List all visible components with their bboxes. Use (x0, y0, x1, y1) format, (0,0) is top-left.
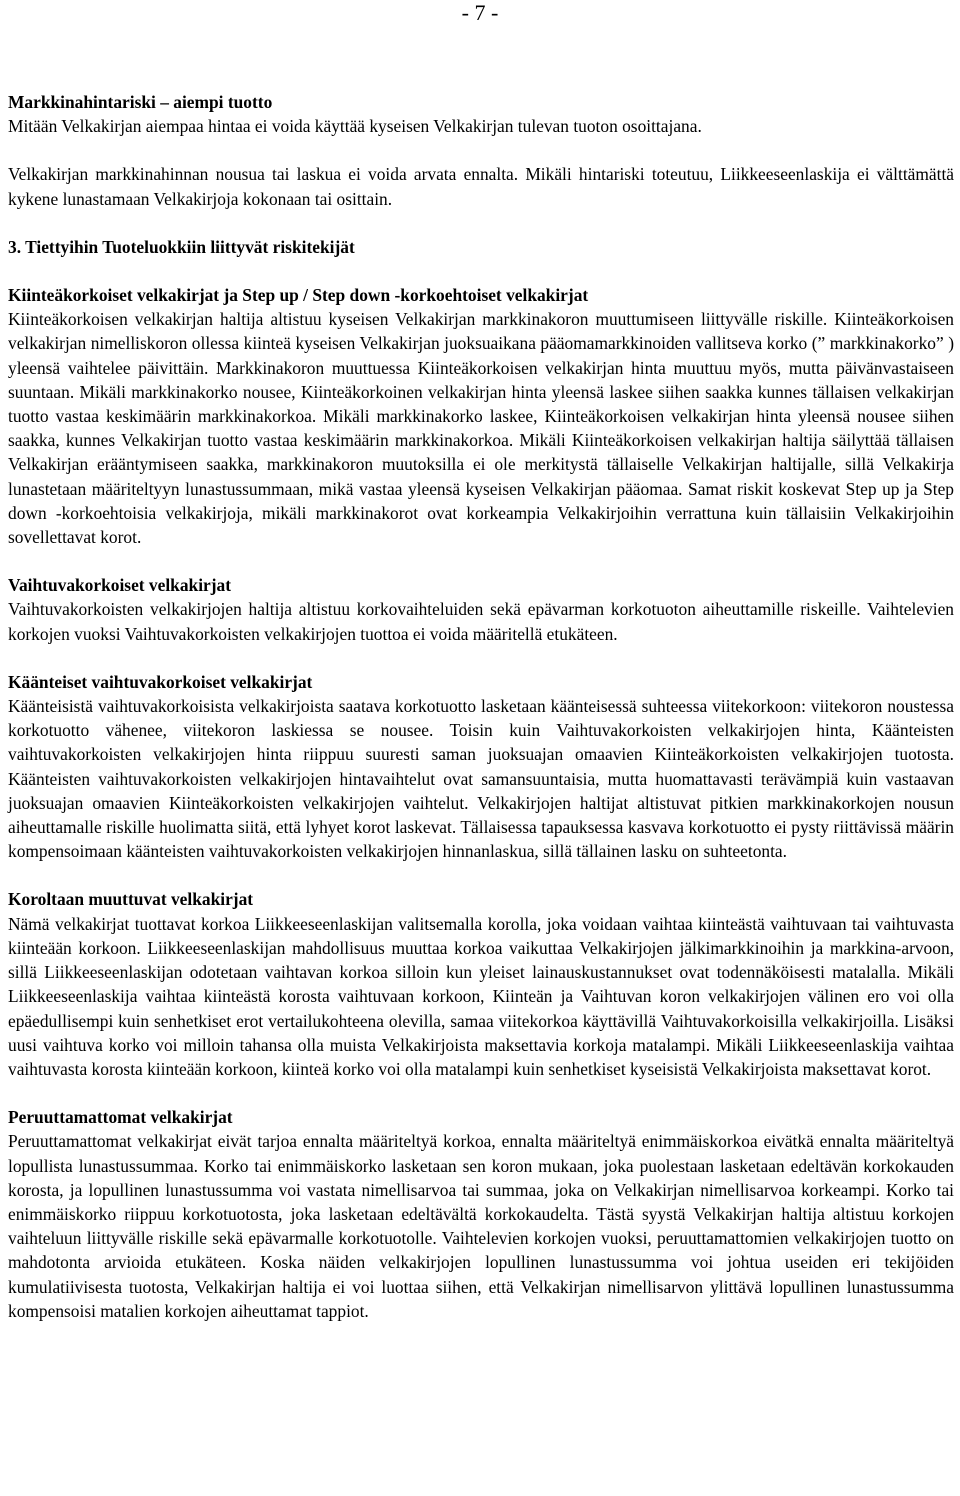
section-paragraph: Käänteisistä vaihtuvakorkoisista velkakirjoista saatava korkotuotto lasketaan käänteisessä suhteessa viitekorkoon: viitekoron noustessa korkotuotto vähenee, viitekoron laskiessa se nousee. Toisin kuin Vaihtuvakorkoisten velkakirjojen hinta, Käänteisten vaihtuvakorkoisten velkakirjojen hinta riippuu suuresti saman juoksuajan omaavien Kiinteäkorkoisten velkakirjojen tuotosta. Käänteisten vaihtuvakorkoisten velkakirjojen hintavaihtelut ovat samansuuntaisia, mutta huomattavasti terävämpiä kuin vastaavan juoksuajan omaavien Kiinteäkorkoisten velkakirjojen vaihtelut. Velkakirjojen haltijat altistuvat pitkien markkinakorkojen nousun aiheuttamalle riskille huolimatta siitä, että lyhyet korot laskevat. Tällaisessa tapauksessa kasvava korkotuotto ei pysty riittävissä määrin kompensoimaan käänteisten vaihtuvakorkoisten velkakirjojen hinnanlaskua, sillä tällainen lasku on suhteetonta. (8, 696, 954, 862)
page-number: - 7 - (461, 0, 499, 25)
section-heading: Käänteiset vaihtuvakorkoiset velkakirjat (8, 671, 313, 692)
document-body (8, 90, 954, 1347)
section-heading: Peruuttamattomat velkakirjat (8, 1107, 233, 1128)
section-inverse-floating (8, 670, 954, 864)
section-paragraph: Kiinteäkorkoisen velkakirjan haltija altistuu kyseisen Velkakirjan markkinakoron muuttumiseen liittyvälle riskille. Kiinteäkorkoisen velkakirjan nimelliskoron ollessa kiinteä kyseisen Velkakirjan juoksuaikana pääomamarkkinoiden vallitseva korko (” markkinakorko” ) yleensä vaihtelee päivittäin. Markkinakoron muuttuessa Kiinteäkorkoisen velkakirjan hinta muuttuu myös, mutta päivänvastaiseen suuntaan. Mikäli markkinakorko nousee, Kiinteäkorkoinen velkakirjan hinta yleensä laskee siihen saakka kunnes tällaisen velkakirjan tuotto vastaa keskimäärin markkinakorkoa. Mikäli markkinakorko laskee, Kiinteäkorkoisen velkakirjan hinta yleensä nousee siihen saakka, kunnes Velkakirjan tuotto vastaa keskimäärin markkinakorkoa. Mikäli Kiinteäkorkoisen velkakirjan haltija säilyttää tällaisen Velkakirjan erääntymiseen saakka, markkinakoron muutoksilla ei ole merkitystä tällaiselle Velkakirjan haltijalle, sillä Velkakirja lunastetaan määriteltyyn lunastussummaan, mikä vastaa yleensä kyseisen Velkakirjan pääomaa. Samat riskit koskevat Step up ja Step down -korkoehtoisia velkakirjoja, mikäli markkinakorot ovat korkeampia Velkakirjoihin verrattuna kuin tällaisiin Velkakirjoihin sovellettavat korot. (8, 309, 954, 548)
chapter-heading: 3. Tiettyihin Tuoteluokkiin liittyvät riskitekijät (8, 236, 355, 257)
section-paragraph: Vaihtuvakorkoisten velkakirjojen haltija altistuu korkovaihteluiden sekä epävarman korkotuoton aiheuttamille riskeille. Vaihtelevien korkojen vuoksi Vaihtuvakorkoisten velkakirjojen tuottoa ei voida määritellä etukäteen. (8, 599, 954, 644)
section-paragraph: Mitään Velkakirjan aiempaa hintaa ei voida käyttää kyseisen Velkakirjan tulevan tuoton osoittajana. (8, 116, 702, 137)
section-paragraph: Velkakirjan markkinahinnan nousua tai laskua ei voida arvata ennalta. Mikäli hintariski toteutuu, Liikkeeseenlaskija ei välttämättä kykene lunastamaan Velkakirjoja kokonaan tai osittain. (8, 164, 954, 209)
section-heading: Markkinahintariski – aiempi tuotto (8, 92, 273, 112)
section-changing-rate (8, 887, 954, 1081)
section-heading: Kiinteäkorkoiset velkakirjat ja Step up / Step down -korkoehtoiset velkakirjat (8, 285, 589, 306)
section-floating-rate (8, 573, 954, 646)
section-price-change (8, 162, 954, 210)
section-paragraph: Nämä velkakirjat tuottavat korkoa Liikkeeseenlaskijan valitsemalla korolla, joka voidaan vaihtaa kiinteästä vaihtuvaan tai vaihtuvasta kiinteään korkoon. Liikkeeseenlaskijan mahdollisuus muuttaa korkoa vaikuttaa Velkakirjojen jälkimarkkinoihin ja markkina-arvoon, sillä Liikkeeseenlaskijan odotetaan vaihtavan korkoa silloin kun yleiset lainauskustannukset ovat todennäköisesti matalalla. Mikäli Liikkeeseenlaskija vaihtaa kiinteästä korosta vaihtuvaan korkoon, Kiinteän ja Vaihtuvan koron velkakirjojen välinen ero voi olla epäedullisempi kuin senhetkiset erot vertailukohteena olevilla, samaa viitekorkoa käyttävillä Vaihtuvakorkoisilla velkakirjoilla. Lisäksi uusi vaihtuva korko voi milloin tahansa olla muista Velkakirjoista maksettavia korkoja matalampi. Mikäli Liikkeeseenlaskija vaihtaa vaihtuvasta korosta kiinteään korkoon, kiinteä korko voi olla matalampi kuin senhetkiset kyseisistä Velkakirjoista maksettavat korot. (8, 913, 954, 1079)
section-heading: Vaihtuvakorkoiset velkakirjat (8, 575, 232, 596)
section-paragraph: Peruuttamattomat velkakirjat eivät tarjoa ennalta määriteltyä korkoa, ennalta määriteltyä enimmäiskorkoa eivätkä ennalta määriteltyä lopullista lunastussummaa. Korko tai enimmäiskorko lasketaan sen koron mukaan, joka puolestaan lasketaan edeltävän korkokauden korosta, ja lopullinen lunastussumma voi vastata nimellisarvoa tai summaa, joka on Velkakirjan nimellisarvoa korkeampi. Korko tai enimmäiskorko riippuu korkotuotosta, joka lasketaan edeltävältä korkokaudelta. Tästä syystä Velkakirjan haltija altistuu korkojen vaihteluun liittyvälle riskille sekä epävarmalle korkotuotolle. Vaihtelevien korkojen vuoksi, peruuttamattomien velkakirjojen tuotto on mahdotonta arvioida etukäteen. Koska näiden velkakirjojen lopullinen lunastussumma voi johtua useiden eri tekijöiden kumulatiivisesta tuotosta, Velkakirjan haltija ei voi luottaa siihen, että Velkakirjan nimellisarvon ylittävä lopullinen lunastussumma kompensoisi matalien korkojen aiheuttamat tappiot. (8, 1131, 954, 1321)
section-fixed-rate (8, 283, 954, 549)
section-heading: Koroltaan muuttuvat velkakirjat (8, 889, 254, 910)
section-perpetual (8, 1105, 954, 1323)
section-past-return (8, 90, 954, 138)
